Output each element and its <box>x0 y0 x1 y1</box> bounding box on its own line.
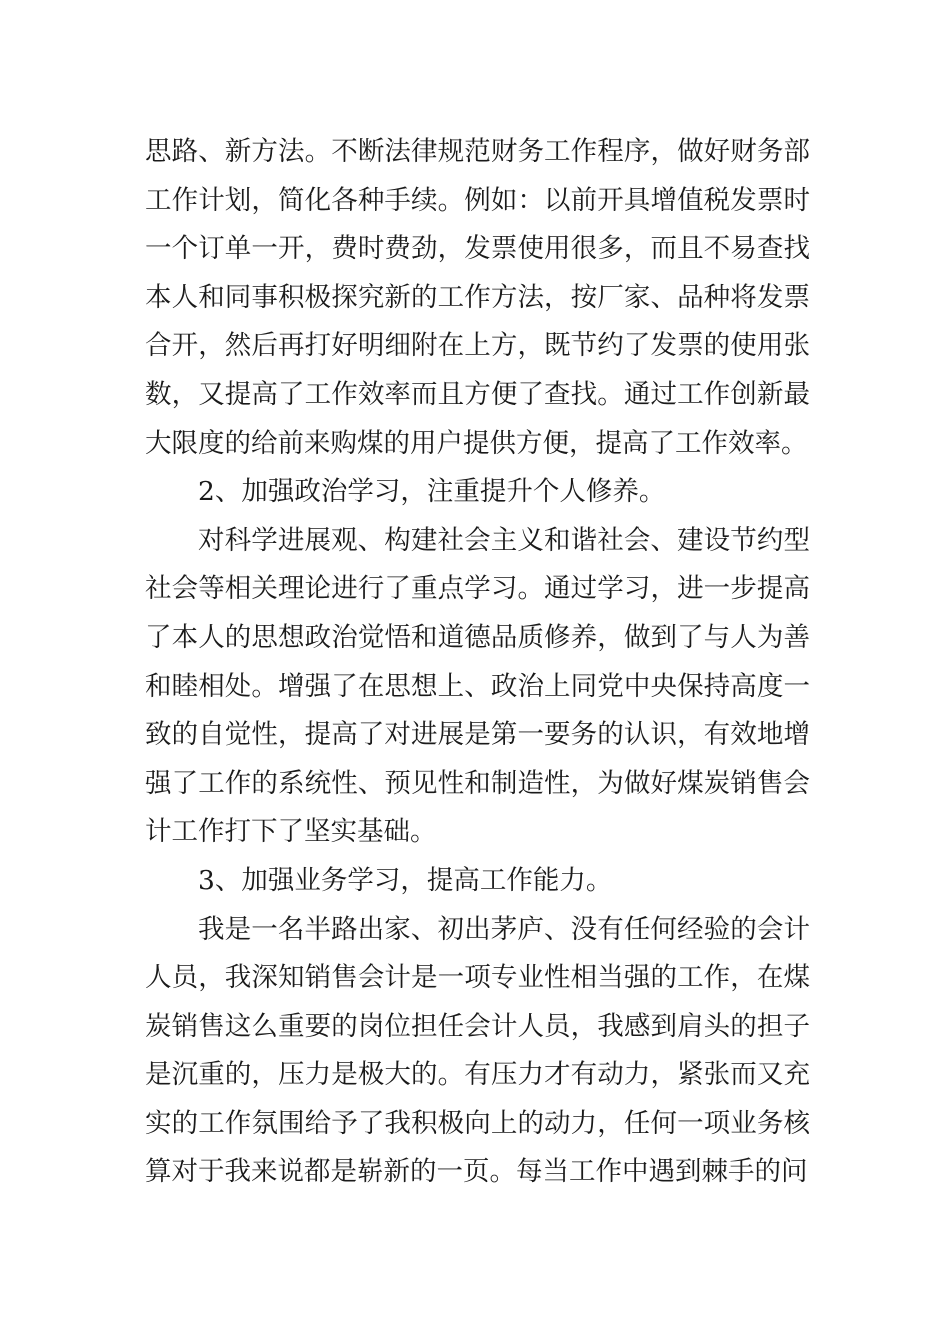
paragraph-politics: 对科学进展观、构建社会主义和谐社会、建设节约型社会等相关理论进行了重点学习。通过学习，进一步提高了本人的思想政治觉悟和道德品质修养，做到了与人为善和睦相处。增强了在思想上、政治上同党中央保持高度一致的自觉性，提高了对进展是第一要务的认识，有效地增强了工作的系统性、预见性和制造性，为做好煤炭销售会计工作打下了坚实基础。 <box>145 524 810 848</box>
document-body <box>145 128 810 1197</box>
paragraph-business: 我是一名半路出家、初出茅庐、没有任何经验的会计人员，我深知销售会计是一项专业性相当强的工作，在煤炭销售这么重要的岗位担任会计人员，我感到肩头的担子是沉重的，压力是极大的。有压力才有动力，紧张而又充实的工作氛围给予了我积极向上的动力，任何一项业务核算对于我来说都是崭新的一页。每当工作中遇到棘手的问 <box>145 913 810 1188</box>
paragraph-continuation: 思路、新方法。不断法律规范财务工作程序，做好财务部工作计划，简化各种手续。例如：以前开具增值税发票时一个订单一开，费时费劲，发票使用很多，而且不易查找本人和同事积极探究新的工作方法，按厂家、品种将发票合开，然后再打好明细附在上方，既节约了发票的使用张数，又提高了工作效率而且方便了查找。通过工作创新最大限度的给前来购煤的用户提供方便，提高了工作效率。 <box>145 136 810 459</box>
section-heading-3: 3、加强业务学习，提高工作能力。 <box>198 864 613 896</box>
section-heading-2: 2、加强政治学习，注重提升个人修养。 <box>198 476 666 508</box>
